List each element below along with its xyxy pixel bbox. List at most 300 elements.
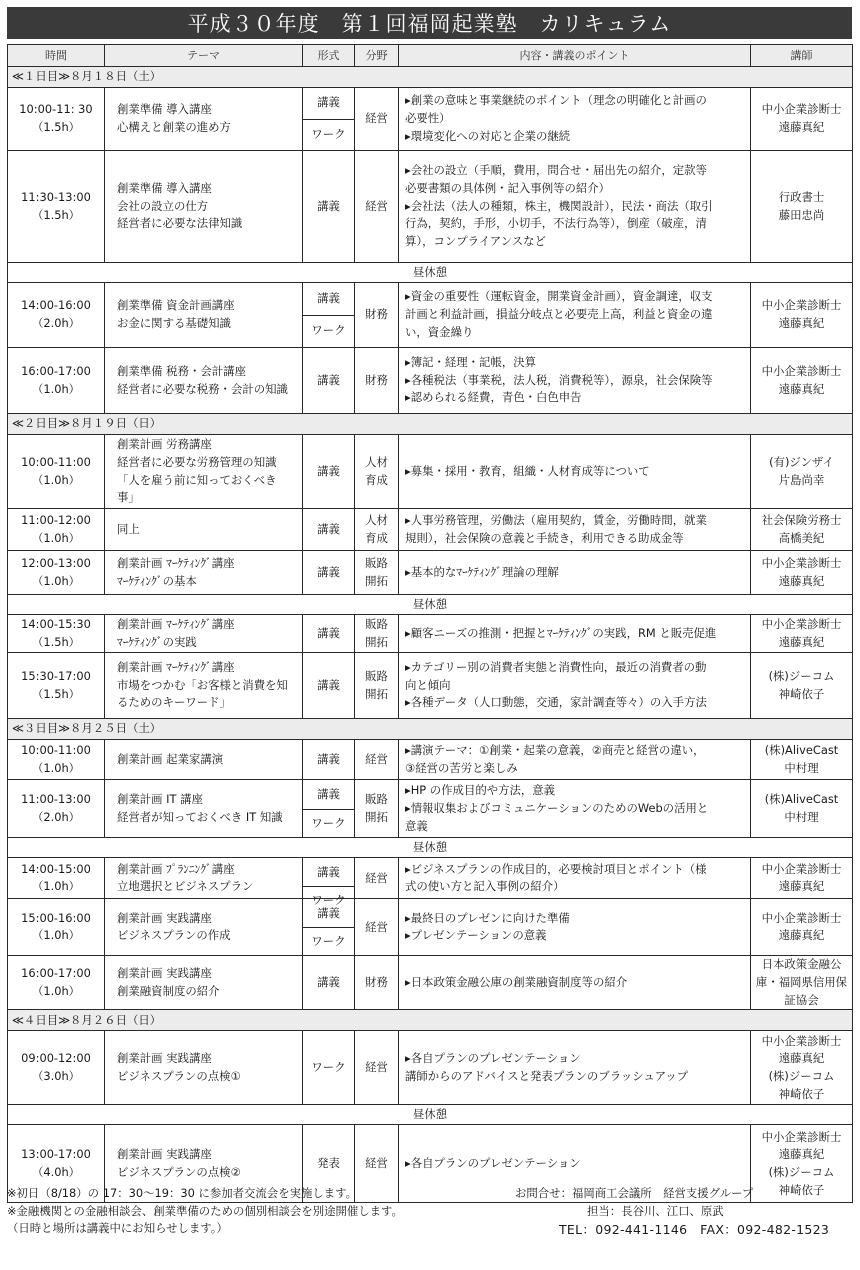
session-time xyxy=(8,615,105,653)
session-time xyxy=(8,348,105,414)
session-theme xyxy=(105,740,303,780)
session-time xyxy=(8,435,105,509)
table-row xyxy=(8,1031,853,1105)
content-line: ▸講演テーマ：①創業・起業の意義，②商売と経営の違い， xyxy=(405,743,705,757)
session-lecturer xyxy=(751,509,853,551)
format-label: 講義 xyxy=(317,463,340,478)
lecturer-line: (株)ジーコム xyxy=(768,1068,835,1083)
field-line: 販路 xyxy=(365,555,388,570)
session-lecturer xyxy=(751,956,853,1010)
format-split xyxy=(303,283,354,347)
session-format xyxy=(303,899,355,956)
session-content xyxy=(399,283,751,348)
table-header-row xyxy=(8,45,853,67)
field-line: 人材 xyxy=(365,512,388,527)
session-theme xyxy=(105,283,303,348)
format-split xyxy=(303,899,354,955)
format-label: 講義 xyxy=(317,677,340,692)
format-label: 講義 xyxy=(317,372,340,387)
session-theme xyxy=(105,956,303,1010)
session-theme xyxy=(105,653,303,719)
format-label: 講義 xyxy=(317,787,340,801)
time-range: 11:00-13:00 xyxy=(21,792,91,807)
content-line: 講師からのアドバイスと発表プランのブラッシュアップ xyxy=(405,1068,689,1083)
session-format xyxy=(303,435,355,509)
session-format xyxy=(303,551,355,595)
time-range: 10:00-11:00 xyxy=(21,743,91,757)
theme-line: ビジネスプランの作成 xyxy=(117,928,231,943)
duration: （1.0h） xyxy=(31,381,81,396)
header-content: 内容・講義のポイント xyxy=(399,45,751,67)
field-line: 経営 xyxy=(365,111,388,126)
format-label: 講義 xyxy=(317,290,340,305)
session-content xyxy=(399,1031,751,1105)
content-line: 式の使い方と記入事例の紹介） xyxy=(405,879,565,894)
session-content xyxy=(399,151,751,263)
content-line: ▸日本政策金融公庫の創業融資制度等の紹介 xyxy=(405,975,628,990)
content-line: 算），コンプライアンスなど xyxy=(405,234,546,248)
format-label: 講義 xyxy=(317,751,340,766)
format-label: 講義 xyxy=(317,975,340,990)
lecturer-line: (株)AliveCast xyxy=(764,743,839,757)
content-line: ▸プレゼンテーションの意義 xyxy=(405,928,547,943)
session-theme xyxy=(105,348,303,414)
content-line: 意義 xyxy=(405,818,428,833)
lecturer-line: (株)ジーコム xyxy=(768,1164,835,1179)
field-line: 販路 xyxy=(365,792,388,807)
theme-line: 創業計画 実践講座 xyxy=(117,910,212,925)
theme-line: 創業計画 実践講座 xyxy=(117,1147,212,1162)
lecturer-line: 遠藤真紀 xyxy=(778,316,825,330)
session-lecturer xyxy=(751,551,853,595)
content-line: ▸資金の重要性（運転資金，開業資金計画），資金調達，収支 xyxy=(405,289,713,304)
session-theme xyxy=(105,151,303,263)
table-row xyxy=(8,348,853,414)
session-lecturer xyxy=(751,858,853,899)
session-format xyxy=(303,615,355,653)
content-line: 向と傾向 xyxy=(405,677,451,692)
lecturer-line: 社会保険労務士 xyxy=(761,512,842,527)
lecturer-line: 遠藤真紀 xyxy=(778,1147,825,1162)
lecturer-line: 中小企業診断士 xyxy=(761,363,842,378)
theme-line: 創業計画 ﾏｰｹﾃｨﾝｸﾞ講座 xyxy=(117,659,235,674)
note-1: ※初日（8/18）の 17：30～19：30 に参加者交流会を実施します。 xyxy=(7,1186,358,1200)
session-theme xyxy=(105,780,303,838)
content-line: ▸各自プランのプレゼンテーション xyxy=(405,1051,581,1066)
session-field xyxy=(355,151,399,263)
theme-line: 創業準備 導入講座 xyxy=(117,102,212,117)
theme-line: 創業準備 税務・会計講座 xyxy=(117,363,246,378)
session-lecturer xyxy=(751,151,853,263)
session-format xyxy=(303,740,355,780)
session-theme xyxy=(105,1031,303,1105)
session-format xyxy=(303,348,355,414)
format-label: 講義 xyxy=(317,905,340,920)
lecturer-line: 神崎依子 xyxy=(778,686,825,701)
table-row xyxy=(8,956,853,1010)
content-line: ▸各種税法（事業税，法人税，消費税等），源泉，社会保険等 xyxy=(405,372,713,387)
session-theme xyxy=(105,551,303,595)
duration: （4.0h） xyxy=(31,1164,81,1179)
session-field xyxy=(355,653,399,719)
field-line: 育成 xyxy=(365,472,388,487)
field-line: 経営 xyxy=(365,198,388,213)
field-line: 財務 xyxy=(365,975,388,990)
day-row xyxy=(8,67,853,88)
session-field xyxy=(355,1031,399,1105)
lecturer-line: (株)AliveCast xyxy=(764,792,839,807)
table-row xyxy=(8,551,853,595)
lecturer-line: 中村理 xyxy=(784,809,819,824)
theme-line: 創業計画 実践講座 xyxy=(117,1051,212,1066)
field-line: 財務 xyxy=(365,372,388,387)
time-range: 12:00-13:00 xyxy=(21,555,91,570)
session-lecturer xyxy=(751,740,853,780)
day-label: ≪２日目≫８月１９日（日） xyxy=(8,414,853,435)
format-label: 講義 xyxy=(317,521,340,536)
lecturer-line: 中小企業診断士 xyxy=(761,102,842,117)
page-title: 平成３０年度 第１回福岡起業塾 カリキュラム xyxy=(7,7,852,39)
session-lecturer xyxy=(751,88,853,151)
lecturer-line: 遠藤真紀 xyxy=(778,634,825,649)
contact-info xyxy=(515,1185,855,1240)
break-row xyxy=(8,595,853,615)
session-time xyxy=(8,283,105,348)
session-time xyxy=(8,151,105,263)
theme-line: 会社の設立の仕方 xyxy=(117,198,209,213)
break-label: 昼休憩 xyxy=(8,1105,853,1125)
time-range: 16:00-17:00 xyxy=(21,966,91,981)
content-line: ▸ビジネスプランの作成目的，必要検討項目とポイント（様 xyxy=(405,861,707,876)
content-line: 行為，契約，手形，小切手，不法行為等），倒産（破産，清 xyxy=(405,216,707,231)
field-line: 人材 xyxy=(365,454,388,469)
table-row xyxy=(8,899,853,956)
lecturer-line: 神崎依子 xyxy=(778,1086,825,1101)
session-time xyxy=(8,509,105,551)
field-line: 開拓 xyxy=(365,634,388,649)
format-label: ワーク xyxy=(303,315,354,348)
field-line: 経営 xyxy=(365,751,388,766)
field-line: 開拓 xyxy=(365,686,388,701)
format-label: ワーク xyxy=(311,1060,346,1075)
table-row xyxy=(8,780,853,838)
session-content xyxy=(399,348,751,414)
content-line: い，資金繰り xyxy=(405,324,474,339)
content-line: ▸基本的なﾏｰｹﾃｨﾝｸﾞ理論の理解 xyxy=(405,564,559,579)
lecturer-line: 証協会 xyxy=(784,992,819,1007)
theme-line: ビジネスプランの点検② xyxy=(117,1164,241,1179)
lecturer-line: 遠藤真紀 xyxy=(778,573,825,588)
break-label: 昼休憩 xyxy=(8,263,853,283)
duration: （1.0h） xyxy=(31,530,81,545)
session-field xyxy=(355,956,399,1010)
field-line: 販路 xyxy=(365,616,388,631)
theme-line: 経営者に必要な労務管理の知識 xyxy=(117,454,277,469)
session-lecturer xyxy=(751,348,853,414)
theme-line: 創業計画 IT 講座 xyxy=(117,792,203,807)
contact-line-3: TEL：092-441-1146 FAX：092-482-1523 xyxy=(559,1222,830,1238)
lecturer-line: (株)ジーコム xyxy=(768,668,835,683)
content-line: ▸人事労務管理，労働法（雇用契約，賃金，労働時間，就業 xyxy=(405,512,707,527)
lecturer-line: 庫・福岡県信用保 xyxy=(755,975,848,990)
session-content xyxy=(399,88,751,151)
theme-line: ﾏｰｹﾃｨﾝｸﾞの実践 xyxy=(117,634,197,649)
table-row xyxy=(8,858,853,899)
field-line: 経営 xyxy=(365,1060,388,1075)
theme-line: 創業計画 起業家講演 xyxy=(117,751,224,766)
lecturer-line: 藤田忠尚 xyxy=(778,207,825,222)
session-content xyxy=(399,615,751,653)
field-line: 経営 xyxy=(365,919,388,934)
duration: （1.0h） xyxy=(31,928,81,943)
session-format xyxy=(303,509,355,551)
day-label: ≪３日目≫８月２５日（土） xyxy=(8,719,853,740)
time-range: 14:00-15:30 xyxy=(21,616,91,631)
time-range: 13:00-17:00 xyxy=(21,1147,91,1162)
session-format xyxy=(303,956,355,1010)
content-line: ▸カテゴリー別の消費者実態と消費性向，最近の消費者の動 xyxy=(405,659,707,674)
duration: （1.0h） xyxy=(31,573,81,588)
time-range: 14:00-16:00 xyxy=(21,298,91,313)
theme-line: ビジネスプランの点検① xyxy=(117,1068,241,1083)
theme-line: 創業準備 導入講座 xyxy=(117,180,212,195)
session-field xyxy=(355,435,399,509)
duration: （3.0h） xyxy=(31,1068,81,1083)
time-range: 11:30-13:00 xyxy=(21,189,91,204)
format-label: 講義 xyxy=(317,625,340,640)
field-line: 財務 xyxy=(365,307,388,322)
curriculum-table xyxy=(7,44,853,1203)
session-lecturer xyxy=(751,1031,853,1105)
session-field xyxy=(355,899,399,956)
lecturer-line: 高橋美紀 xyxy=(778,530,825,545)
break-label: 昼休憩 xyxy=(8,595,853,615)
session-time xyxy=(8,899,105,956)
content-line: ③経営の苦労と楽しみ xyxy=(405,760,518,775)
theme-line: 創業計画 ﾌﾟﾗﾝﾆﾝｸﾞ講座 xyxy=(117,861,235,876)
theme-line: ﾏｰｹﾃｨﾝｸﾞの基本 xyxy=(117,573,197,588)
duration: （1.0h） xyxy=(31,983,81,998)
break-label: 昼休憩 xyxy=(8,838,853,858)
note-3: （日時と場所は講義中にお知らせします。） xyxy=(7,1221,228,1236)
duration: （1.5h） xyxy=(31,207,81,222)
session-theme xyxy=(105,509,303,551)
session-field xyxy=(355,348,399,414)
theme-line: 「人を雇う前に知っておくべき xyxy=(117,472,277,487)
format-label: ワーク xyxy=(303,119,354,151)
field-line: 販路 xyxy=(365,668,388,683)
content-line: ▸顧客ニーズの推測・把握とﾏｰｹﾃｨﾝｸﾞの実践，RM と販売促進 xyxy=(405,625,717,640)
content-line: ▸募集・採用・教育，組織・人材育成等について xyxy=(405,463,650,478)
content-line: ▸創業の意味と事業継続のポイント（理念の明確化と計画の xyxy=(405,93,707,108)
content-line: ▸簿記・経理・記帳，決算 xyxy=(405,354,537,369)
session-format xyxy=(303,88,355,151)
duration: （2.0h） xyxy=(31,316,81,330)
theme-line: 市場をつかむ「お客様と消費を知 xyxy=(117,677,288,692)
session-content xyxy=(399,551,751,595)
format-label: 講義 xyxy=(317,864,340,879)
session-field xyxy=(355,88,399,151)
theme-line: 立地選択とビジネスプラン xyxy=(117,879,254,894)
lecturer-line: 片島尚幸 xyxy=(778,472,825,487)
break-row xyxy=(8,263,853,283)
lecturer-line: (有)ジンザイ xyxy=(769,454,834,469)
session-format xyxy=(303,151,355,263)
format-label: 講義 xyxy=(317,198,340,213)
duration: （1.5h） xyxy=(31,686,81,701)
theme-line: 創業融資制度の紹介 xyxy=(117,983,220,998)
session-field xyxy=(355,509,399,551)
header-lecturer: 講師 xyxy=(751,45,853,67)
session-content xyxy=(399,509,751,551)
header-theme: テーマ xyxy=(105,45,303,67)
header-time: 時間 xyxy=(8,45,105,67)
content-line: ▸HP の作成目的や方法，意義 xyxy=(405,783,556,798)
day-row xyxy=(8,719,853,740)
duration: （2.0h） xyxy=(31,809,81,824)
break-row xyxy=(8,838,853,858)
content-line: 必要性） xyxy=(405,111,451,126)
content-line: ▸情報収集およびコミュニケーションのためのWebの活用と xyxy=(405,801,709,816)
session-time xyxy=(8,1031,105,1105)
lecturer-line: 中小企業診断士 xyxy=(761,1033,842,1048)
day-row xyxy=(8,414,853,435)
field-line: 経営 xyxy=(365,1156,388,1171)
session-format xyxy=(303,1031,355,1105)
content-line: ▸最終日のプレゼンに向けた準備 xyxy=(405,910,570,925)
content-line: ▸認められる経費，青色・白色申告 xyxy=(405,390,582,405)
lecturer-line: 遠藤真紀 xyxy=(778,928,825,943)
session-format xyxy=(303,653,355,719)
content-line: ▸各種データ（人口動態，交通，家計調査等々）の入手方法 xyxy=(405,695,707,710)
content-line: 規則），社会保険の意義と手続き，利用できる助成金等 xyxy=(405,530,684,545)
session-time xyxy=(8,956,105,1010)
session-content xyxy=(399,780,751,838)
session-time xyxy=(8,780,105,838)
session-lecturer xyxy=(751,283,853,348)
theme-line: るためのキーワード」 xyxy=(117,695,231,710)
session-lecturer xyxy=(751,899,853,956)
contact-line-2: 担当：長谷川、江口、原武 xyxy=(587,1203,724,1218)
session-theme xyxy=(105,88,303,151)
theme-line: 心構えと創業の進め方 xyxy=(117,120,231,134)
session-field xyxy=(355,740,399,780)
lecturer-line: 中小企業診断士 xyxy=(761,1129,842,1144)
header-field: 分野 xyxy=(355,45,399,67)
theme-line: お金に関する基礎知識 xyxy=(117,316,231,330)
notes xyxy=(7,1185,427,1238)
session-lecturer xyxy=(751,780,853,838)
session-theme xyxy=(105,615,303,653)
theme-line: 創業準備 資金計画講座 xyxy=(117,298,235,313)
day-row xyxy=(8,1010,853,1031)
lecturer-line: 遠藤真紀 xyxy=(778,1051,825,1066)
session-format xyxy=(303,858,355,908)
session-time xyxy=(8,858,105,899)
theme-line: 創業計画 ﾏｰｹﾃｨﾝｸﾞ講座 xyxy=(117,555,235,570)
content-line: ▸会社の設立（手順，費用，問合せ・届出先の紹介，定款等 xyxy=(405,163,707,178)
lecturer-line: 中小企業診断士 xyxy=(761,555,842,570)
time-range: 10:00-11: 30 xyxy=(19,102,93,117)
format-label: 講義 xyxy=(317,95,340,110)
lecturer-line: 遠藤真紀 xyxy=(778,381,825,396)
session-content xyxy=(399,956,751,1010)
lecturer-line: 中小企業診断士 xyxy=(761,616,842,631)
time-range: 16:00-17:00 xyxy=(21,363,91,378)
lecturer-line: 中小企業診断士 xyxy=(761,861,842,876)
session-content xyxy=(399,435,751,509)
table-row xyxy=(8,151,853,263)
session-content xyxy=(399,740,751,780)
theme-line: 経営者に必要な法律知識 xyxy=(117,216,243,231)
session-time xyxy=(8,740,105,780)
duration: （1.5h） xyxy=(31,634,81,649)
theme-line: 経営者が知っておくべき IT 知識 xyxy=(117,809,283,824)
content-line: 計画と利益計画，損益分岐点と必要売上高，利益と資金の違 xyxy=(405,307,713,322)
break-row xyxy=(8,1105,853,1125)
lecturer-line: 中小企業診断士 xyxy=(761,910,842,925)
lecturer-line: 神崎依子 xyxy=(778,1182,825,1197)
content-line: ▸会社法（法人の種類，株主，機関設計），民法・商法（取引 xyxy=(405,198,713,213)
table-row xyxy=(8,509,853,551)
table-row xyxy=(8,435,853,509)
theme-line: 同上 xyxy=(117,521,140,536)
table-row xyxy=(8,615,853,653)
format-label: ワーク xyxy=(303,809,354,837)
session-content xyxy=(399,653,751,719)
session-lecturer xyxy=(751,653,853,719)
session-field xyxy=(355,780,399,838)
session-theme xyxy=(105,435,303,509)
table-row xyxy=(8,88,853,151)
session-field xyxy=(355,615,399,653)
session-theme xyxy=(105,858,303,899)
session-time xyxy=(8,551,105,595)
time-range: 14:00-15:00 xyxy=(21,861,91,876)
time-range: 11:00-12:00 xyxy=(21,512,91,527)
duration: （1.0h） xyxy=(31,760,81,775)
lecturer-line: 日本政策金融公 xyxy=(761,957,842,972)
session-time xyxy=(8,88,105,151)
field-line: 育成 xyxy=(365,530,388,545)
session-field xyxy=(355,283,399,348)
format-split xyxy=(303,858,354,908)
theme-line: 事」 xyxy=(117,490,140,505)
content-line: ▸各自プランのプレゼンテーション xyxy=(405,1156,581,1171)
theme-line: 創業計画 労務講座 xyxy=(117,437,212,452)
field-line: 開拓 xyxy=(365,809,388,824)
content-line: ▸環境変化への対応と企業の継続 xyxy=(405,128,571,143)
lecturer-line: 行政書士 xyxy=(778,189,825,204)
session-format xyxy=(303,283,355,348)
duration: （1.0h） xyxy=(31,879,81,894)
table-row xyxy=(8,740,853,780)
session-lecturer xyxy=(751,435,853,509)
table-row xyxy=(8,653,853,719)
format-label: 発表 xyxy=(317,1156,340,1171)
session-field xyxy=(355,858,399,899)
duration: （1.5h） xyxy=(31,120,81,134)
field-line: 開拓 xyxy=(365,573,388,588)
format-label: ワーク xyxy=(303,927,354,955)
lecturer-line: 遠藤真紀 xyxy=(778,120,825,134)
theme-line: 経営者に必要な税務・会計の知識 xyxy=(117,381,288,396)
field-line: 経営 xyxy=(365,870,388,885)
time-range: 15:30-17:00 xyxy=(21,668,91,683)
table-row xyxy=(8,283,853,348)
format-label: ワーク xyxy=(303,886,354,914)
session-format xyxy=(303,780,355,838)
